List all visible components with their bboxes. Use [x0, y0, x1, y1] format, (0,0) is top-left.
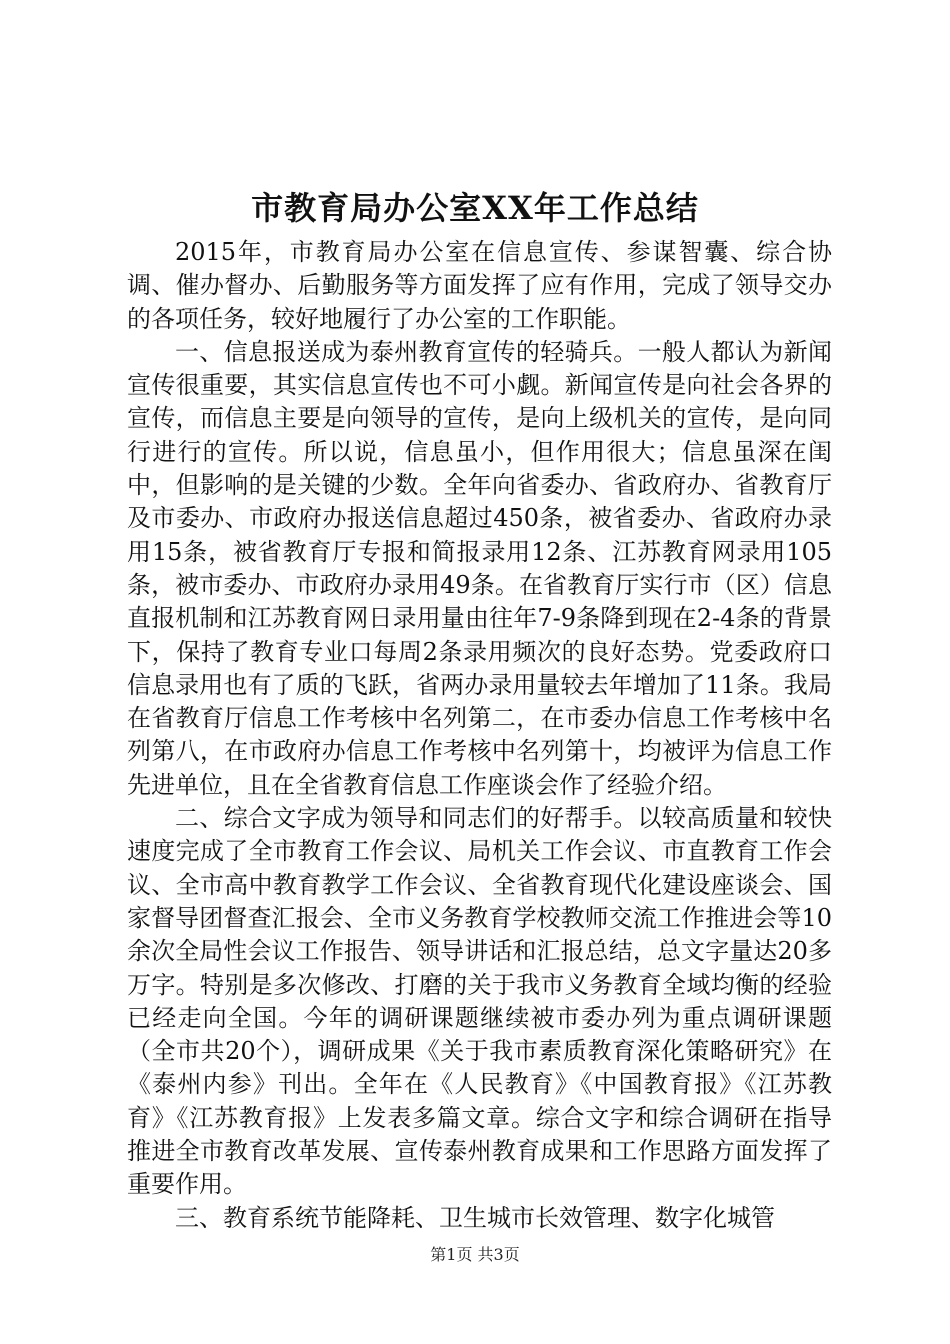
paragraph-section-2: 二、综合文字成为领导和同志们的好帮手。以较高质量和较快速度完成了全市教育工作会议、局机关工作会议、市直教育工作会议、全市高中教育教学工作会议、全省教育现代化建设座谈会、国家督导团督查汇报会、全市义务教育学校教师交流工作推进会等10余次全局性会议工作报告、领导讲话和汇报总结，总文字量达20多万字。特别是多次修改、打磨的关于我市义务教育全域均衡的经验已经走向全国。今年的调研课题继续被市委办列为重点调研课题（全市共20个），调研成果《关于我市素质教育深化策略研究》在《泰州内参》刊出。全年在《人民教育》《中国教育报》《江苏教育》《江苏教育报》上发表多篇文章。综合文字和综合调研在指导推进全市教育改革发展、宣传泰州教育成果和工作思路方面发挥了重要作用。 [127, 804, 832, 1199]
document-title: 市教育局办公室XX年工作总结 [251, 189, 699, 227]
paragraph-section-1: 一、信息报送成为泰州教育宣传的轻骑兵。一般人都认为新闻宣传很重要，其实信息宣传也不可小觑。新闻宣传是向社会各界的宣传，而信息主要是向领导的宣传，是向上级机关的宣传，是向同行进行的宣传。所以说，信息虽小，但作用很大；信息虽深在闺中，但影响的是关键的少数。全年向省委办、省政府办、省教育厅及市委办、市政府办报送信息超过450条，被省委办、省政府办录用15条，被省教育厅专报和简报录用12条、江苏教育网录用105条，被市委办、市政府办录用49条。在省教育厅实行市（区）信息直报机制和江苏教育网日录用量由往年7-9条降到现在2-4条的背景下，保持了教育专业口每周2条录用频次的良好态势。党委政府口信息录用也有了质的飞跃，省两办录用量较去年增加了11条。我局在省教育厅信息工作考核中名列第二，在市委办信息工作考核中名列第八，在市政府办信息工作考核中名列第十，均被评为信息工作先进单位，且在全省教育信息工作座谈会作了经验介绍。 [127, 337, 832, 799]
page-number-footer: 第1页 共3页 [430, 1245, 520, 1264]
paragraph-section-3: 三、教育系统节能降耗、卫生城市长效管理、数字化城管 [175, 1203, 775, 1232]
document-body [127, 236, 832, 1235]
paragraph-intro: 2015年，市教育局办公室在信息宣传、参谋智囊、综合协调、催办督办、后勤服务等方面发挥了应有作用，完成了领导交办的各项任务，较好地履行了办公室的工作职能。 [127, 238, 832, 333]
